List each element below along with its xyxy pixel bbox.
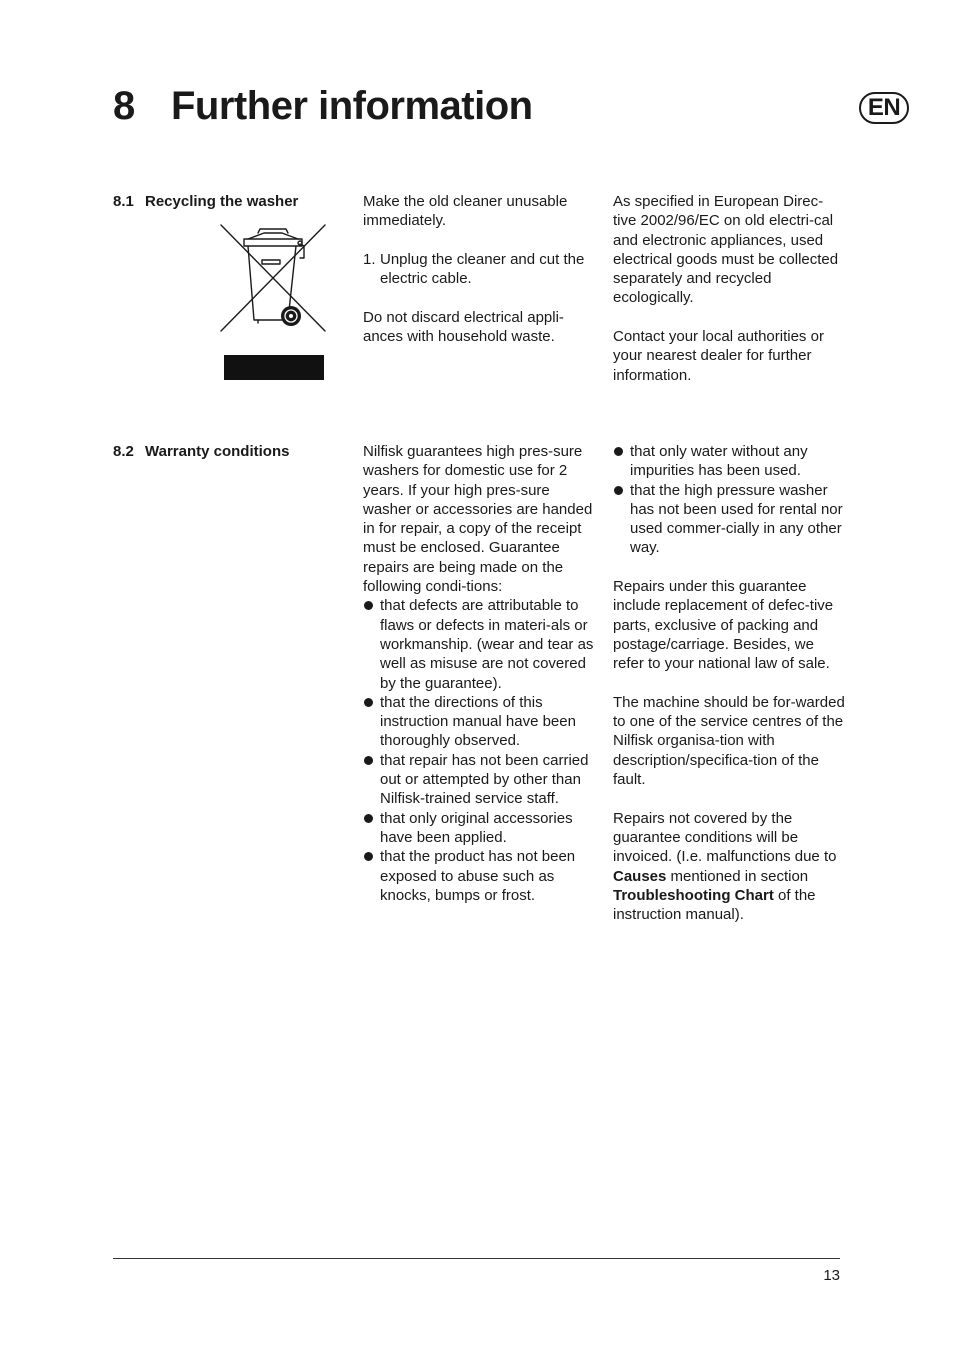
list-item: that the high pressure washer has not been used for rental nor used commer-cially in any other way.	[613, 481, 845, 558]
section-heading-warranty	[113, 442, 289, 461]
section-number: 8.2	[113, 443, 134, 460]
warranty-column-2	[613, 442, 845, 924]
chapter-title	[113, 82, 533, 130]
recycling-paragraph: Make the old cleaner unusable immediately.	[363, 193, 568, 230]
step-text: Unplug the cleaner and cut the electric cable.	[380, 250, 585, 288]
section-number: 8.1	[113, 193, 134, 210]
warranty-intro: Nilfisk guarantees high pres-sure washers for domestic use for 2 years. If your high pres-sure washer or accessories are handed in for repair, a copy of the receipt must be enclosed. Guarantee repairs are being made on the following condi-tions:	[363, 443, 593, 596]
text-run: mentioned in section	[670, 867, 809, 885]
text-run: Repairs not covered by the guarantee conditions will be invoiced. (I.e. malfunctions due to	[613, 809, 837, 866]
list-item: that repair has not been carried out or attempted by other than Nilfisk-trained service staff.	[363, 751, 595, 809]
recycling-column-2	[613, 192, 845, 385]
section-heading-text: Recycling the washer	[145, 193, 299, 210]
list-item: that the directions of this instruction manual have been thoroughly observed.	[363, 693, 595, 751]
recycling-paragraph: Do not discard electrical appli-ances with household waste.	[363, 308, 564, 346]
step-marker: 1.	[363, 250, 376, 268]
section-heading-recycling	[113, 192, 298, 211]
recycling-paragraph: Contact your local authorities or your nearest dealer for further information.	[613, 328, 824, 384]
recycling-column-1	[363, 192, 595, 346]
text-run: of the instruction manual).	[613, 886, 816, 924]
bold-term-troubleshooting-chart: Troubleshooting Chart	[613, 886, 774, 904]
warranty-conditions-list	[363, 596, 595, 905]
warranty-conditions-list-continued	[613, 442, 845, 558]
footer-rule	[113, 1258, 840, 1259]
list-item: that defects are attributable to flaws or defects in materi-als or workmanship. (wear and tear as well as misuse are not covered by the guarantee).	[363, 596, 595, 692]
warranty-paragraph: The machine should be for-warded to one of the service centres of the Nilfisk organisa-tion with description/specifica-tion of the fault.	[613, 693, 845, 789]
recycling-paragraph: As specified in European Direc-tive 2002/96/EC on old electri-cal and electronic appliances, used electrical goods must be collected separately and recycled ecologically.	[613, 193, 839, 307]
list-item: that only original accessories have been applied.	[363, 809, 595, 848]
section-heading-text: Warranty conditions	[145, 443, 290, 460]
page-number: 13	[823, 1267, 840, 1284]
crossed-out-wheelie-bin-icon	[220, 224, 326, 332]
list-item: that only water without any impurities has been used.	[613, 442, 845, 481]
bold-term-causes: Causes	[613, 867, 667, 885]
list-item	[363, 250, 595, 289]
chapter-number: 8	[113, 84, 135, 128]
recycling-steps	[363, 250, 595, 289]
list-item: that the product has not been exposed to abuse such as knocks, bumps or frost.	[363, 847, 595, 905]
chapter-title-text: Further information	[171, 84, 533, 128]
warranty-paragraph: Repairs under this guarantee include replacement of defec-tive parts, exclusive of packing and postage/carriage. Besides, we refer to your national law of sale.	[613, 578, 834, 673]
separate-collection-bar	[224, 355, 324, 380]
language-badge: EN	[859, 92, 909, 124]
warranty-column-1	[363, 442, 595, 905]
warranty-paragraph-invoiced	[613, 809, 845, 925]
